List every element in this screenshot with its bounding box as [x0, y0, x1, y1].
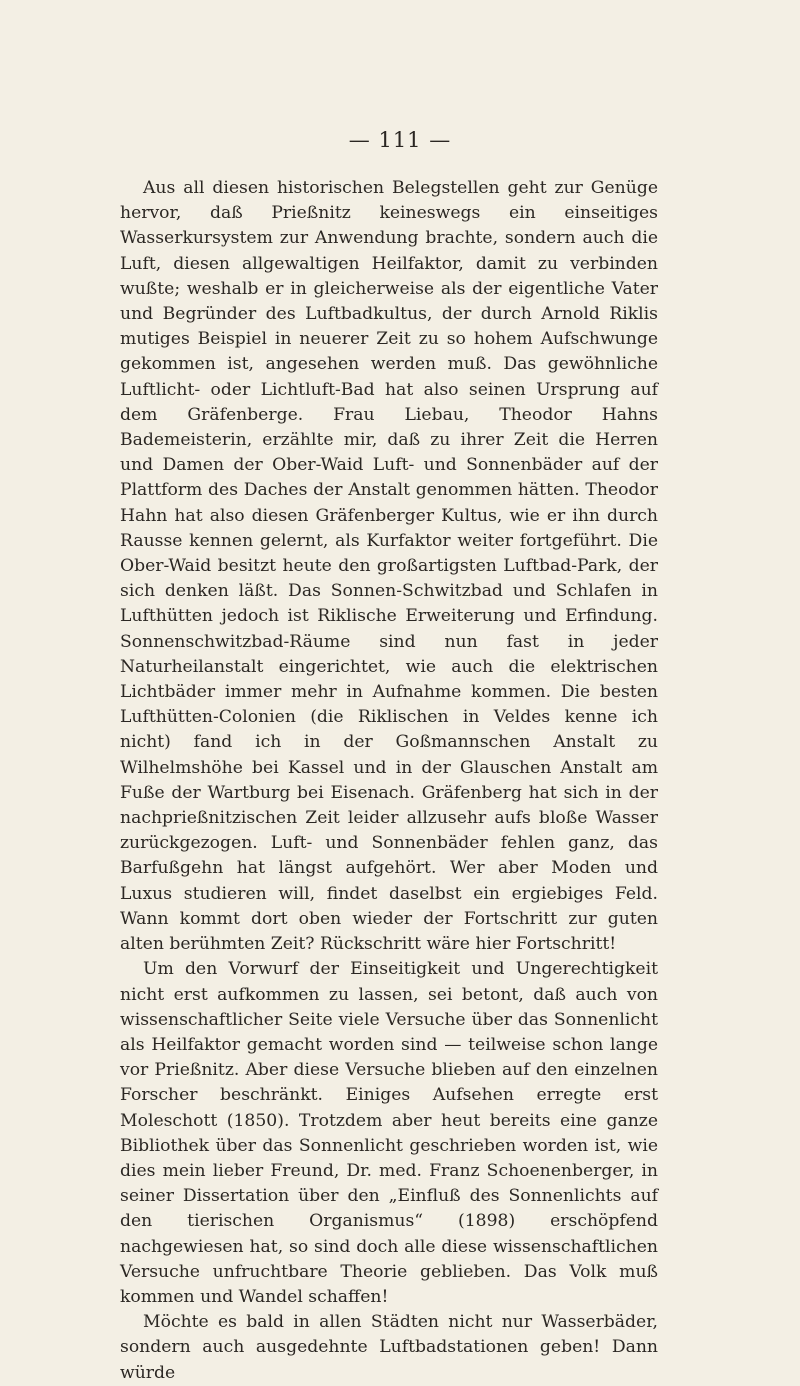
page-number: — 111 —: [348, 128, 452, 152]
paragraph-1: Aus all diesen historischen Belegstellen geht zur Genüge hervor, daß Prießnitz keineswegs ein einseitiges Wasserkursystem zur Anwendung brachte, sondern auch die Luft, diesen allgewaltigen Heilfaktor, damit zu verbinden wußte; weshalb er in gleicherweise als der eigentliche Vater und Begründer des Luftbadkultus, der durch Arnold Riklis mutiges Beispiel in neuerer Zeit zu so hohem Aufschwunge gekommen ist, angesehen werden muß. Das gewöhnliche Luftlicht- oder Lichtluft-Bad hat also seinen Ursprung auf dem Gräfenberge. Frau Liebau, Theodor Hahns Bademeisterin, erzählte mir, daß zu ihrer Zeit die Herren und Damen der Ober-Waid Luft- und Sonnenbäder auf der Plattform des Daches der Anstalt genommen hätten. Theodor Hahn hat also diesen Gräfenberger Kultus, wie er ihn durch Rausse kennen gelernt, als Kurfaktor weiter fortgeführt. Die Ober-Waid besitzt heute den großartigsten Luftbad-Park, der sich denken läßt. Das Sonnen-Schwitzbad und Schlafen in Lufthütten jedoch ist Riklische Erweiterung und Erfindung. Sonnenschwitzbad-Räume sind nun fast in jeder Naturheilanstalt eingerichtet, wie auch die elektrischen Lichtbäder immer mehr in Aufnahme kommen. Die besten Lufthütten-Colonien (die Riklischen in Veldes kenne ich nicht) fand ich in der Goßmannschen Anstalt zu Wilhelmshöhe bei Kassel und in der Glauschen Anstalt am Fuße der Wartburg bei Eisenach. Gräfenberg hat sich in der nachprießnitzischen Zeit leider allzusehr aufs bloße Wasser zurückgezogen. Luft- und Sonnenbäder fehlen ganz, das Barfußgehn hat längst aufgehört. Wer aber Moden und Luxus studieren will, findet daselbst ein ergiebiges Feld. Wann kommt dort oben wieder der Fortschritt zur guten alten berühmten Zeit? Rückschritt wäre hier Fortschritt!: [120, 178, 658, 955]
body-text: [120, 176, 658, 1386]
paragraph-2: Um den Vorwurf der Einseitigkeit und Ungerechtigkeit nicht erst aufkommen zu lassen, sei betont, daß auch von wissenschaftlicher Seite viele Versuche über das Sonnenlicht als Heilfaktor gemacht worden sind — teilweise schon lange vor Prießnitz. Aber diese Versuche blieben auf den einzelnen Forscher beschränkt. Einiges Aufsehen erregte erst Moleschott (1850). Trotzdem aber heut bereits eine ganze Bibliothek über das Sonnenlicht geschrieben worden ist, wie dies mein lieber Freund, Dr. med. Franz Schoenenberger, in seiner Dissertation über den „Einfluß des Sonnenlichts auf den tierischen Organismus“ (1898) erschöpfend nachgewiesen hat, so sind doch alle diese wissenschaftlichen Versuche unfruchtbare Theorie geblieben. Das Volk muß kommen und Wandel schaffen!: [120, 959, 658, 1307]
paragraph-3: Möchte es bald in allen Städten nicht nur Wasserbäder, sondern auch ausgedehnte Luftbadstationen geben! Dann würde: [120, 1312, 658, 1383]
